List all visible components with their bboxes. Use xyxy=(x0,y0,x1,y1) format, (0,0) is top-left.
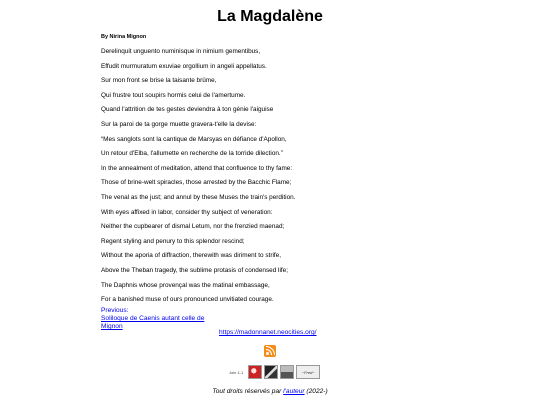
rss-dot xyxy=(266,352,269,355)
webring-badge-icon[interactable] xyxy=(248,365,262,379)
footer-suffix: (2022-) xyxy=(304,388,328,395)
poem-line: Sur mon front se brise la taisante brûme, xyxy=(101,77,217,85)
poem-line: Above the Theban tragedy, the sublime protasis of condensed life; xyxy=(101,266,288,274)
poem-line: Quand l'attrition de tes gestes deviendra à ton génie l'aiguise xyxy=(101,106,274,114)
poem-line: “Mes sanglots sont la cantique de Marsyas en défiance d'Apollon, xyxy=(101,135,287,143)
previous-label: Previous: xyxy=(101,307,129,314)
poem-line: Un retour d'Elba, l'allumette en recherche de la torride dilection.” xyxy=(101,150,283,158)
poem-line: For a banished muse of ours pronounced unvitiated courage. xyxy=(101,296,274,304)
author-byline: By Nirina Mignon xyxy=(101,34,147,40)
webring-banner[interactable]: ~Fred~ xyxy=(296,365,320,379)
rss-feed-icon[interactable] xyxy=(264,345,276,357)
author-link[interactable]: l'auteur xyxy=(283,388,305,395)
previous-link-line: Soliloque de Caenis autant celle de xyxy=(101,315,205,322)
poem-line: With eyes affixed in labor, consider thy subject of veneration: xyxy=(101,208,273,216)
poem-line: Sur la paroi de ta gorge muette gravera-t'elle la devise: xyxy=(101,120,257,128)
poem-line: Without the aporia of diffraction, therewith was diriment to strife, xyxy=(101,252,281,260)
webring-badge-icon[interactable] xyxy=(264,365,278,379)
previous-nav xyxy=(101,307,204,331)
poem-body xyxy=(101,45,431,308)
site-home-link[interactable]: https://madonnanet.neocities.org/ xyxy=(219,329,317,336)
poem-line: In the annealment of meditation, attend that confluence to thy fame: xyxy=(101,164,293,172)
poem-line: Derelinquit unguento numinisque in nimium gementibus, xyxy=(101,48,261,55)
poem-line: Neither the cupbearer of dismal Letum, nor the frenzied maenad; xyxy=(101,223,285,231)
previous-link-line: Mignon xyxy=(101,323,123,330)
webring-badge-icon[interactable] xyxy=(280,365,294,379)
previous-poem-link[interactable] xyxy=(101,315,204,331)
poem-line: Those of brine-welt spiracles, those arrested by the Bacchic Flame; xyxy=(101,179,292,187)
webring-badges xyxy=(229,365,320,379)
poem-line: Regent styling and penury to this splendor rescind; xyxy=(101,237,245,245)
page-title: La Magdalène xyxy=(217,8,323,25)
poem-line: The venal as the just; and annul by these Muses the train's perdition. xyxy=(101,193,296,201)
poem-line: Effudit murmuratum exuviae orgollium in angeli appellatus. xyxy=(101,62,267,70)
poem-line: The Daphnis whose provençal was the matinal embassage, xyxy=(101,281,270,289)
poem-line: Qui frustre tout soupirs hormis celui de l'amertume. xyxy=(101,91,246,99)
footer-prefix: Tout droits réservés par xyxy=(212,388,284,395)
badge-caption: Join 1-1 xyxy=(229,369,244,375)
copyright-footer xyxy=(0,388,540,395)
